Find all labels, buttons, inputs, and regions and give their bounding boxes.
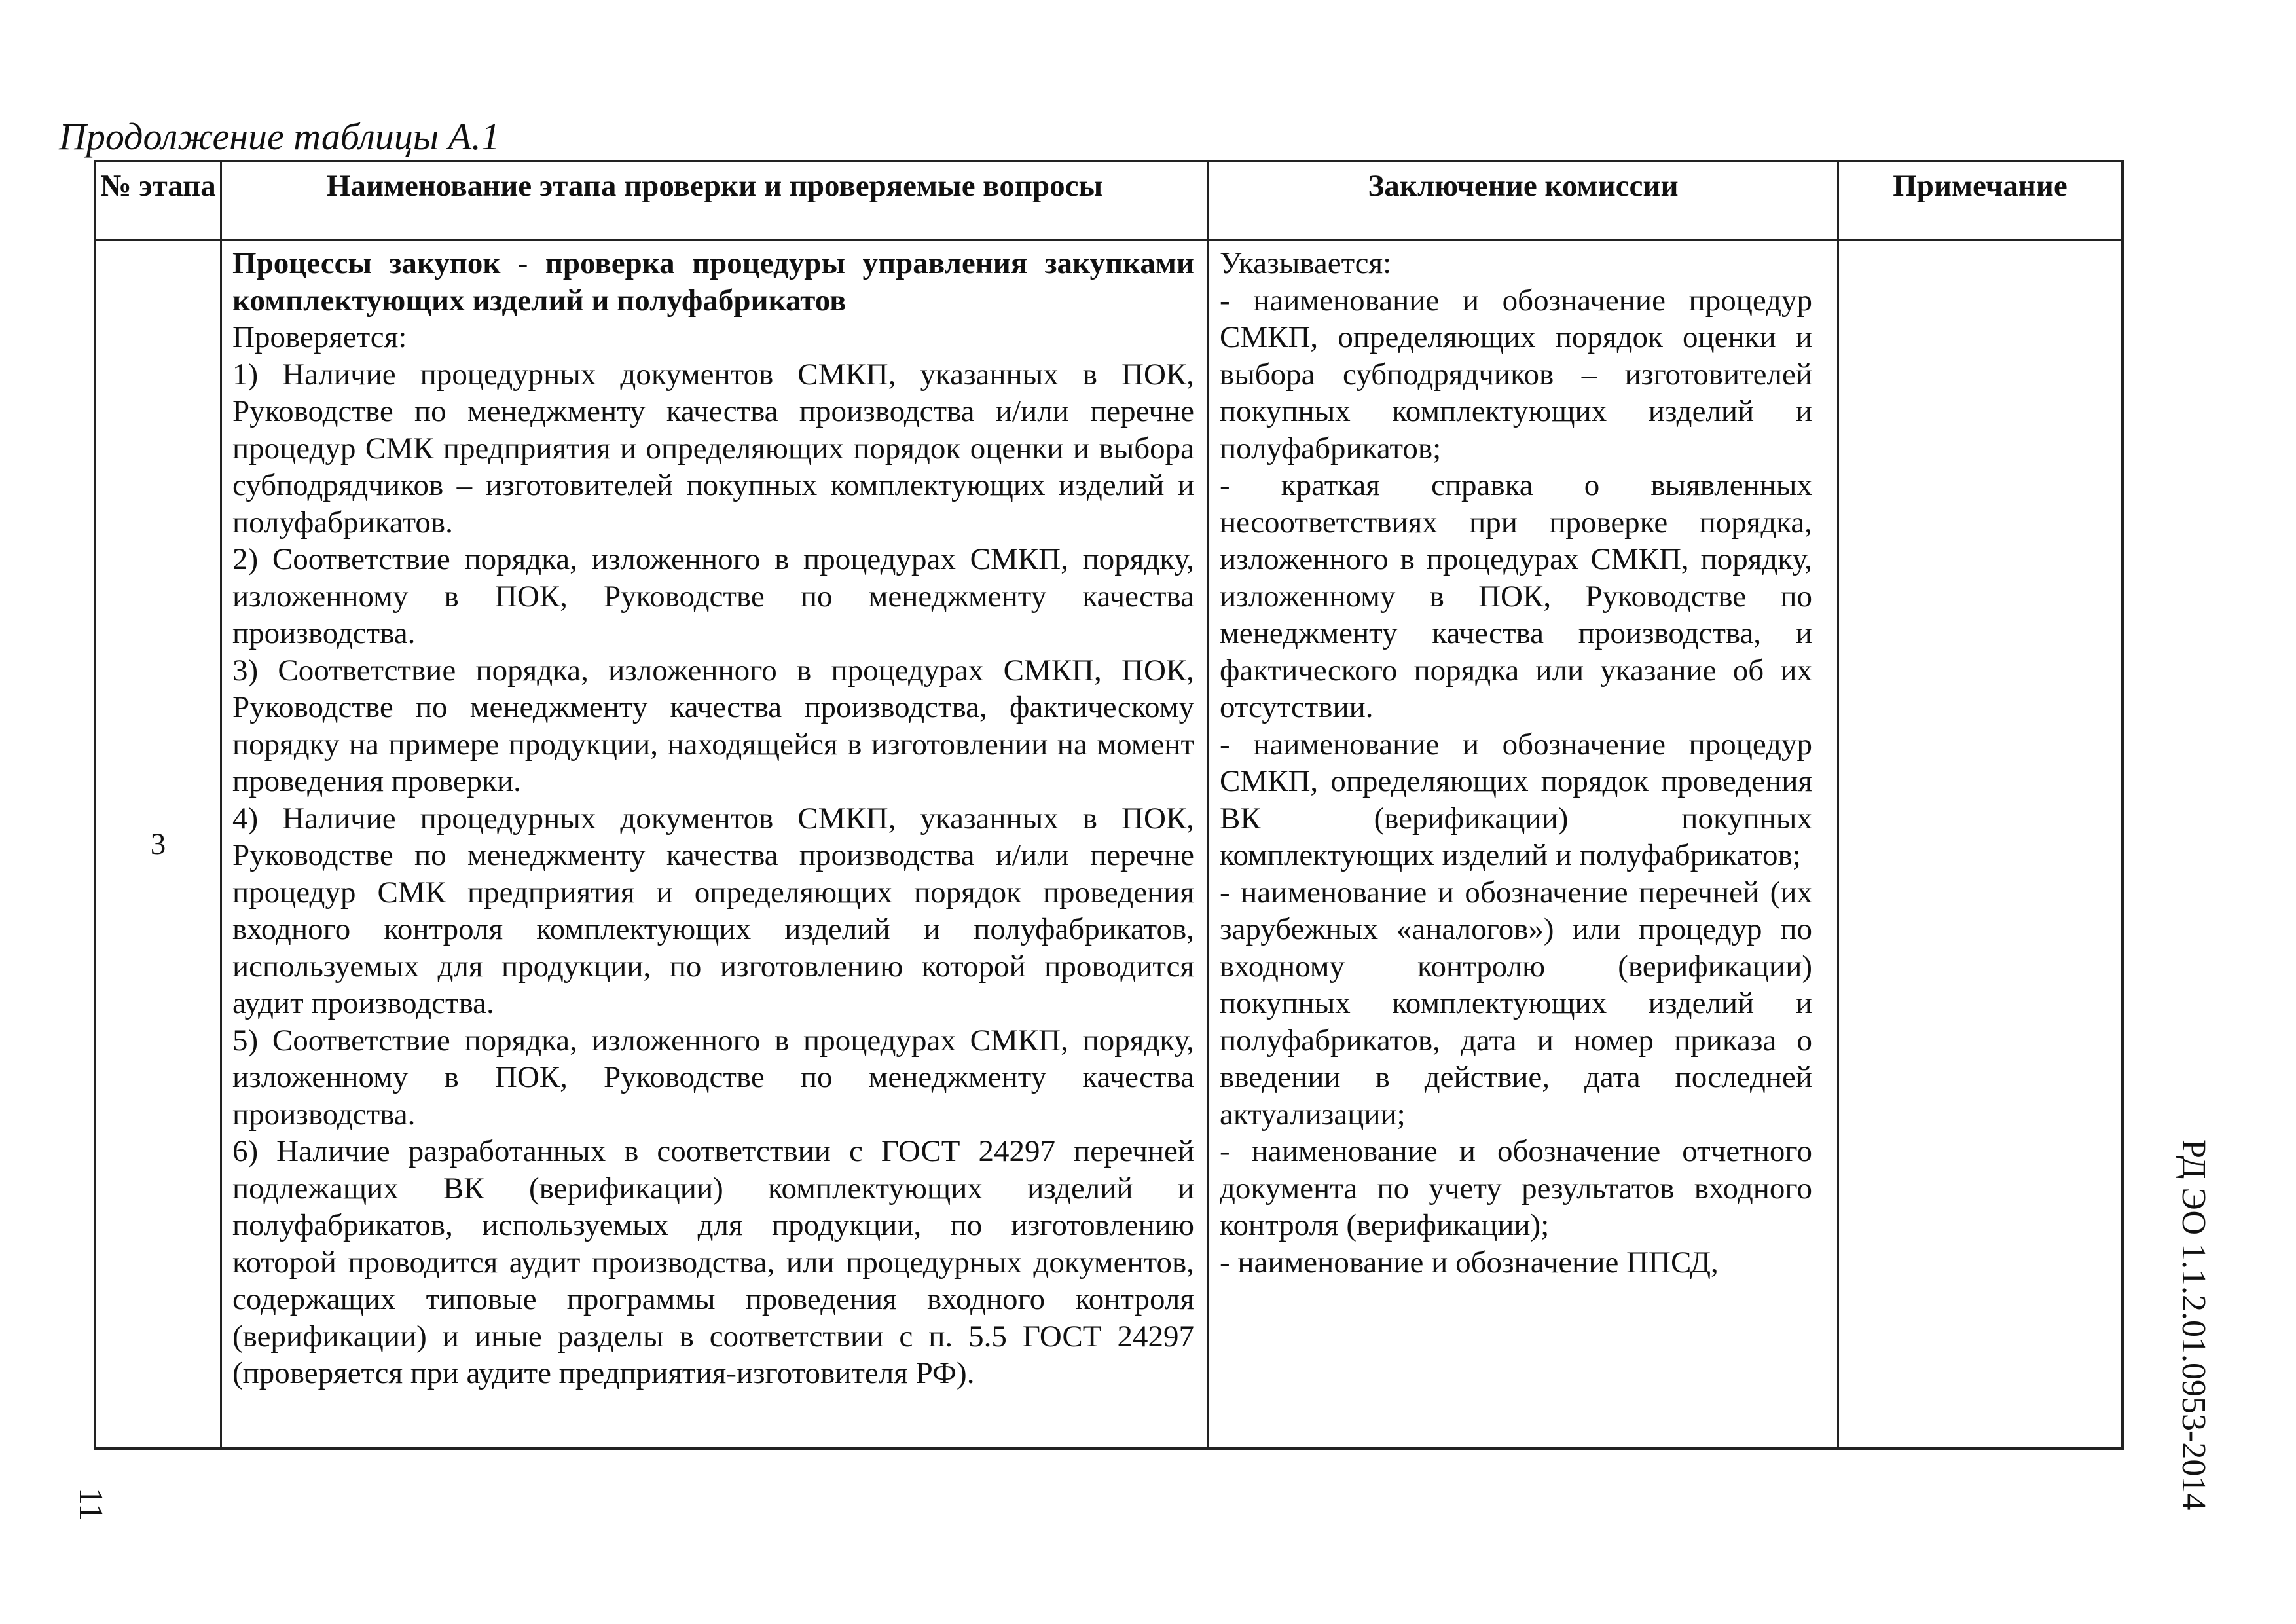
conclusion-item: - наименование и обозначение перечней (их зарубежных «аналогов») или процедур по входному контролю (верификации) покупных комплектующих изделий и полуфабрикатов, дата и номер приказа о введении в действие, дата последней актуализации; [1220, 875, 1812, 1132]
table-caption: Продолжение таблицы А.1 [59, 115, 500, 158]
header-stage-name: Наименование этапа проверки и проверяемые вопросы [222, 162, 1209, 241]
conclusion-item: - наименование и обозначение процедур СМКП, определяющих порядок оценки и выбора субподрядчиков – изготовителей покупных комплектующих изделий и полуфабрикатов; [1220, 283, 1812, 466]
page-number: 11 [72, 1488, 109, 1521]
note-cell [1839, 241, 2121, 1447]
header-stage-number: № этапа [96, 162, 222, 241]
conclusion-item: - наименование и обозначение ППСД, [1220, 1245, 1719, 1280]
conclusion-cell [1209, 241, 1839, 1447]
header-commission-conclusion: Заключение комиссии [1209, 162, 1839, 241]
checked-item: 5) Соответствие порядка, изложенного в процедурах СМКП, порядку, изложенному в ПОК, Руководстве по менеджменту качества производства. [232, 1023, 1194, 1132]
header-note: Примечание [1839, 162, 2121, 241]
conclusion-item: - наименование и обозначение процедур СМКП, определяющих порядок проведения ВК (верификации) покупных комплектующих изделий и полуфабрикатов; [1220, 727, 1812, 872]
conclusion-item: - краткая справка о выявленных несоответствиях при проверке порядка, изложенного в процедурах СМКП, порядку, изложенному в ПОК, Руководстве по менеджменту качества производства, и фактического порядка или указание об их отсутствии. [1220, 468, 1812, 724]
audit-table [94, 160, 2124, 1450]
checked-item: 1) Наличие процедурных документов СМКП, указанных в ПОК, Руководстве по менеджменту качества производства и/или перечне процедур СМК предприятия и определяющих порядок оценки и выбора субподрядчиков – изготовителей покупных комплектующих изделий и полуфабрикатов. [232, 357, 1194, 540]
conclusion-intro: Указывается: [1220, 246, 1392, 280]
stage-number: 3 [150, 826, 166, 861]
checked-intro: Проверяется: [232, 320, 407, 354]
conclusion-item: - наименование и обозначение отчетного документа по учету результатов входного контроля (верификации); [1220, 1134, 1812, 1242]
checked-item: 2) Соответствие порядка, изложенного в процедурах СМКП, порядку, изложенному в ПОК, Руководстве по менеджменту качества производства. [232, 542, 1194, 650]
checked-item: 6) Наличие разработанных в соответствии с ГОСТ 24297 перечней подлежащих ВК (верификации) комплектующих изделий и полуфабрикатов, используемых для продукции, по изготовлению которой проводится аудит производства, или процедурных документов, содержащих типовые программы проведения входного контроля (верификации) и иные разделы в соответствии с п. 5.5 ГОСТ 24297 (проверяется при аудите предприятия-изготовителя РФ). [232, 1134, 1194, 1390]
stage-title: Процессы закупок - проверка процедуры управления закупками комплектующих изделий и полуфабрикатов [232, 246, 1194, 318]
checked-questions-cell [222, 241, 1209, 1447]
stage-number-cell [96, 241, 222, 1447]
checked-item: 4) Наличие процедурных документов СМКП, указанных в ПОК, Руководстве по менеджменту качества производства и/или перечне процедур СМК предприятия и определяющих порядок проведения входного контроля комплектующих изделий и полуфабрикатов, используемых для продукции, по изготовлению которой проводится аудит производства. [232, 801, 1194, 1020]
document-code: РД ЭО 1.1.2.01.0953-2014 [2175, 1139, 2212, 1511]
checked-item: 3) Соответствие порядка, изложенного в процедурах СМКП, ПОК, Руководстве по менеджменту качества производства, фактическому порядку на примере продукции, находящейся в изготовлении на момент проведения проверки. [232, 653, 1194, 798]
